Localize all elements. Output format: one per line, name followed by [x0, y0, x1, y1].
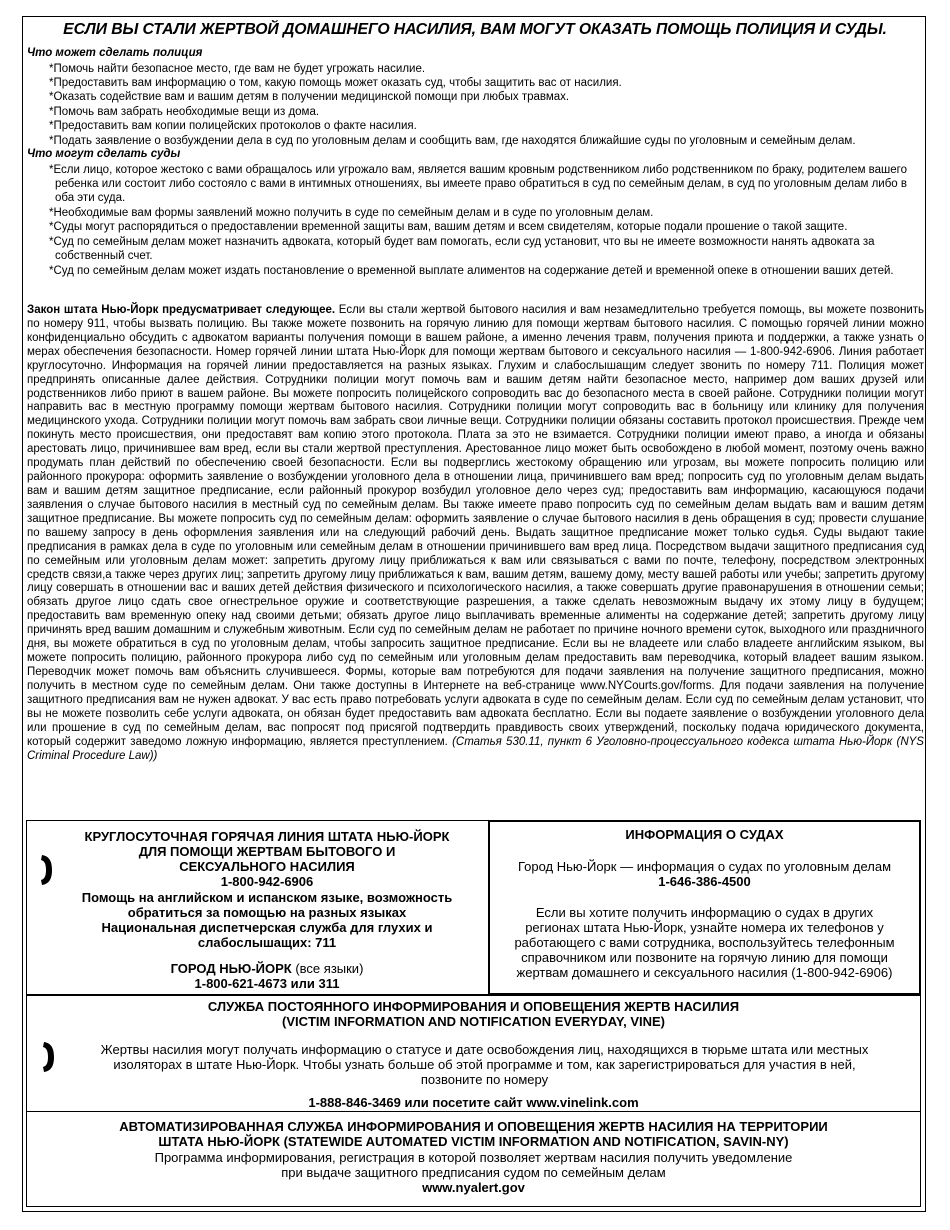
- savin-title: ШТАТА НЬЮ-ЙОРК (STATEWIDE AUTOMATED VICTIM INFORMATION AND NOTIFICATION, SAVIN-NY): [158, 1134, 789, 1149]
- courts-item: *Необходимые вам формы заявлений можно получить в суде по семейным делам и в суде по уголовным делам.: [49, 207, 654, 219]
- police-item: *Предоставить вам копии полицейских протоколов о факте насилия.: [49, 120, 417, 132]
- court-info-box: [488, 820, 921, 995]
- nyc-suffix: (все языки): [291, 961, 364, 976]
- vine-title: СЛУЖБА ПОСТОЯННОГО ИНФОРМИРОВАНИЯ И ОПОВЕЩЕНИЯ ЖЕРТВ НАСИЛИЯ: [207, 999, 740, 1014]
- savin-body: Программа информирования, регистрация в которой позволяет жертвам насилия получить уведомление: [154, 1150, 793, 1165]
- courts-item: *Суд по семейным делам может издать постановление о временной выплате алиментов на содержание детей и временной опеке в отношении ваших детей.: [49, 265, 894, 277]
- vine-box: [26, 995, 921, 1112]
- hotline-box: [26, 820, 488, 995]
- savin-body: при выдаче защитного предписания судом по семейным делам: [281, 1165, 666, 1180]
- hotline-title: КРУГЛОСУТОЧНАЯ ГОРЯЧАЯ ЛИНИЯ ШТАТА НЬЮ-ЙОРК: [84, 829, 450, 844]
- hotline-deaf-service: слабослышащих: 711: [197, 935, 337, 950]
- police-item: *Помочь найти безопасное место, где вам не будет угрожать насилие.: [49, 63, 426, 75]
- law-citation: (Статья 530.11, пункт 6 Уголовно-процессуального кодекса штата Нью-Йорк (NYS Criminal Procedure Law)): [27, 735, 924, 762]
- court-info-text: Если вы хотите получить информацию о судах в других: [535, 905, 874, 920]
- nyc-label: ГОРОД НЬЮ-ЙОРК: [170, 961, 292, 976]
- hotline-languages: обратиться за помощью на разных языках: [127, 905, 407, 920]
- hotline-phone: 1-800-942-6906: [220, 874, 314, 889]
- vine-body: позвоните по номеру: [420, 1072, 549, 1087]
- law-paragraph: [27, 304, 924, 763]
- police-heading: Что может сделать полиция: [27, 47, 203, 59]
- police-item: *Оказать содействие вам и вашим детям в получении медицинской помощи при любых травмах.: [49, 91, 570, 103]
- courts-item: *Если лицо, которое жестоко с вами обращалось или угрожало вам, является вашим кровным родственником либо родственником по браку, родителем вашего ребенка или состоит либо состояло с вами в интимных отношениях, вы имеете право обратиться в суд по семейным делам, в суд по уголовным делам либо в оба эти суда.: [49, 164, 908, 204]
- courts-item: *Суд по семейным делам может назначить адвоката, который будет вам помогать, если суд установит, что вы не имеете возможности нанять адвоката за собственный счет.: [49, 236, 875, 262]
- nyc-phone: 1-800-621-4673 или 311: [194, 976, 340, 991]
- court-info-text: справочником или позвоните на горячую линию для помощи: [521, 950, 888, 965]
- vine-body: Жертвы насилия могут получать информацию о статусе и дате освобождения лиц, находящихся в тюрьме штата или местных: [100, 1042, 869, 1057]
- savin-title: АВТОМАТИЗИРОВАННАЯ СЛУЖБА ИНФОРМИРОВАНИЯ И ОПОВЕЩЕНИЯ ЖЕРТВ НАСИЛИЯ НА ТЕРРИТОРИИ: [119, 1119, 828, 1134]
- page-title: ЕСЛИ ВЫ СТАЛИ ЖЕРТВОЙ ДОМАШНЕГО НАСИЛИЯ, ВАМ МОГУТ ОКАЗАТЬ ПОМОЩЬ ПОЛИЦИЯ И СУДЫ.: [63, 21, 887, 38]
- court-info-text: регионах штата Нью-Йорк, узнайте номера их телефонов у: [525, 920, 884, 935]
- notice-page: [22, 16, 926, 1212]
- nyc-hotline: [47, 961, 487, 976]
- hotline-deaf-service: Национальная диспетчерская служба для глухих и: [101, 920, 433, 935]
- hotline-languages: Помощь на английском и испанском языке, возможность: [81, 890, 453, 905]
- courts-item: *Суды могут распорядиться о предоставлении временной защиты вам, вашим детям и всем свидетелям, которые подали прошение о такой защите.: [49, 221, 848, 233]
- court-info-text: жертвам домашнего и сексуального насилия (1-800-942-6906): [516, 965, 893, 980]
- police-item: *Помочь вам забрать необходимые вещи из дома.: [49, 106, 320, 118]
- police-item: *Подать заявление о возбуждении дела в суд по уголовным делам и сообщить вам, где находятся ближайшие суды по уголовным и семейным делам.: [49, 135, 856, 147]
- savin-box: [26, 1111, 921, 1207]
- law-lead: Закон штата Нью-Йорк предусматривает следующее.: [27, 304, 336, 316]
- hotline-title: ДЛЯ ПОМОЩИ ЖЕРТВАМ БЫТОВОГО И: [138, 844, 396, 859]
- courts-heading: Что могут сделать суды: [27, 148, 181, 160]
- court-info-text: работающего с вами сотрудника, воспользуйтесь телефонным: [514, 935, 895, 950]
- court-info-nyc: Город Нью-Йорк — информация о судах по уголовным делам: [517, 859, 892, 874]
- police-item: *Предоставить вам информацию о том, какую помощь может оказать суд, чтобы защитить вас от насилия.: [49, 77, 622, 89]
- vine-contact: 1-888-846-3469 или посетите сайт www.vinelink.com: [308, 1095, 639, 1110]
- court-info-nyc-phone: 1-646-386-4500: [658, 874, 751, 889]
- law-body: Если вы стали жертвой бытового насилия и вам незамедлительно требуется помощь, вы можете позвонить по номеру 911, чтобы вызвать полицию. Вы также можете позвонить на горячую линию для помощи жертвам бытового насилия. С помощью горячей линии можно конфиденциально обсудить с адвокатом варианты получения помощи в вашем районе, а именно лечения травм, получения приюта и поддержки, а также узнать о мерах обеспечения безопасности. Номер горячей линии штата Нью-Йорк для помощи жертвам бытового и сексуального насилия — 1-800-942-6906. Линия работает круглосуточно. Информация на горячей линии предоставляется на разных языках. Глухим и слабослышащим следует звонить по номеру 711. Полиция может предпринять описанные далее действия. Сотрудники полиции могут помочь вам и вашим детям найти безопасное место, например дом ваших друзей или родственников либо приют в вашем районе. Вы можете попросить полицейского сопроводить вас до безопасного места в своей районе. Сотрудники полиции могут направить вас в местную программу помощи жертвам бытового насилия. Сотрудники полиции могут сопроводить вас в больницу или клинику для получения медицинского ухода. Сотрудники полиции могут помочь вам забрать свои личные вещи. Сотрудники полиции обязаны составить протокол происшествия. Прежде чем покинуть место происшествия, они предоставят вам копию этого протокола. Плата за это не взимается. Сотрудники полиции имеют право, а иногда и обязаны арестовать лицо, причинившее вам вред, если вы стали жертвой преступления. Арестованное лицо может быть освобождено в любой момент, поэтому очень важно продумать план действий по обеспечению своей безопасности. Если вы подверглись жестокому обращению или угрозам, вы можете попросить полицию или районного прокурора: оформить заявление о возбуждении уголовного дела в отношении лица, причинившего вам вред; попросить суд по уголовным делам выдать вам и вашим детям защитное предписание, если районный прокурор возбудил уголовное дело через суд; предоставить вам информацию, касающуюся подачи заявления о случае бытового насилия в местный суд по семейным делам. Вы также имеете право попросить суд по семейным делам выдать вам и вашим детям защитное предписание. Вы можете попросить суд по семейным делам: оформить заявление о случае бытового насилия в день обращения в суд; провести слушание по вашему запросу в день оформления заявления или на следующий рабочий день. Выдать защитное предписание может только судья. Суды выдают такие предписания в рамках дела в суде по уголовным или семейным делам в отношении причинившего вам вред лица. Посредством выдачи защитного предписания суд по семейным или уголовным делам может: запретить другому лицу приближаться к вам или связываться с вами по почте, телефону, посредством электронных средств связи,а также через других лиц; запретить другому лицу приближаться к вам, вашим детям, вашему дому, месту вашей работы или учебы; запретить другому лицу совершать в отношении вас и ваших детей действия физического и психологического насилия, а также совершать другие правонарушения в отношении семьи; обязать другое лицо сдать свое огнестрельное оружие и соответствующие разрешения, а также сделать невозможным выдачу их этому лицу в будущем; предоставить вам временную опеку над своими детьми; обязать другое лицо выплачивать временные алименты на содержание детей; запретить другому лицу причинять вред вашим домашним и служебным животным. Если суд по семейным делам не работает по причине ночного времени суток, выходного или праздничного дня, вы можете обратиться в суд по уголовным делам, чтобы запросить защитное предписание. Если вы не владеете или слабо владеете английским языком, вы можете попросить полицию, районного прокурора либо суд по семейным или уголовным делам предоставить вам переводчика, который владеет вашим языком. Переводчик может помочь вам объяснить случившееся. Формы, которые вам потребуются для подачи заявления на получение защитного предписания, можно получить в местном суде по семейным делам. Они также доступны в Интернете на веб-странице www.NYCourts.gov/forms. Для подачи заявления на получение защитного предписания вам не нужен адвокат. У вас есть право потребовать услуги адвоката в суде по семейным делам. Если суд по семейным делам установит, что вы не можете позволить себе услуги адвоката, он обязан будет предоставить вам адвоката бесплатно. Если вы подаете заявление о возбуждении уголовного дела или прошение в суд по семейным делам, вас попросят под присягой подтвердить правдивость своих утверждений, поскольку подача юридического документа, который содержит заведомо ложную информацию, является преступлением.: [27, 304, 924, 748]
- hotline-title: СЕКСУАЛЬНОГО НАСИЛИЯ: [179, 859, 355, 874]
- vine-body: изоляторах в штате Нью-Йорк. Чтобы узнать больше об этой программе и том, как зарегистрироваться для участия в ней,: [113, 1057, 856, 1072]
- court-info-title: ИНФОРМАЦИЯ О СУДАХ: [625, 827, 784, 842]
- vine-title: (VICTIM INFORMATION AND NOTIFICATION EVERYDAY, VINE): [281, 1014, 666, 1029]
- savin-website: www.nyalert.gov: [422, 1180, 525, 1195]
